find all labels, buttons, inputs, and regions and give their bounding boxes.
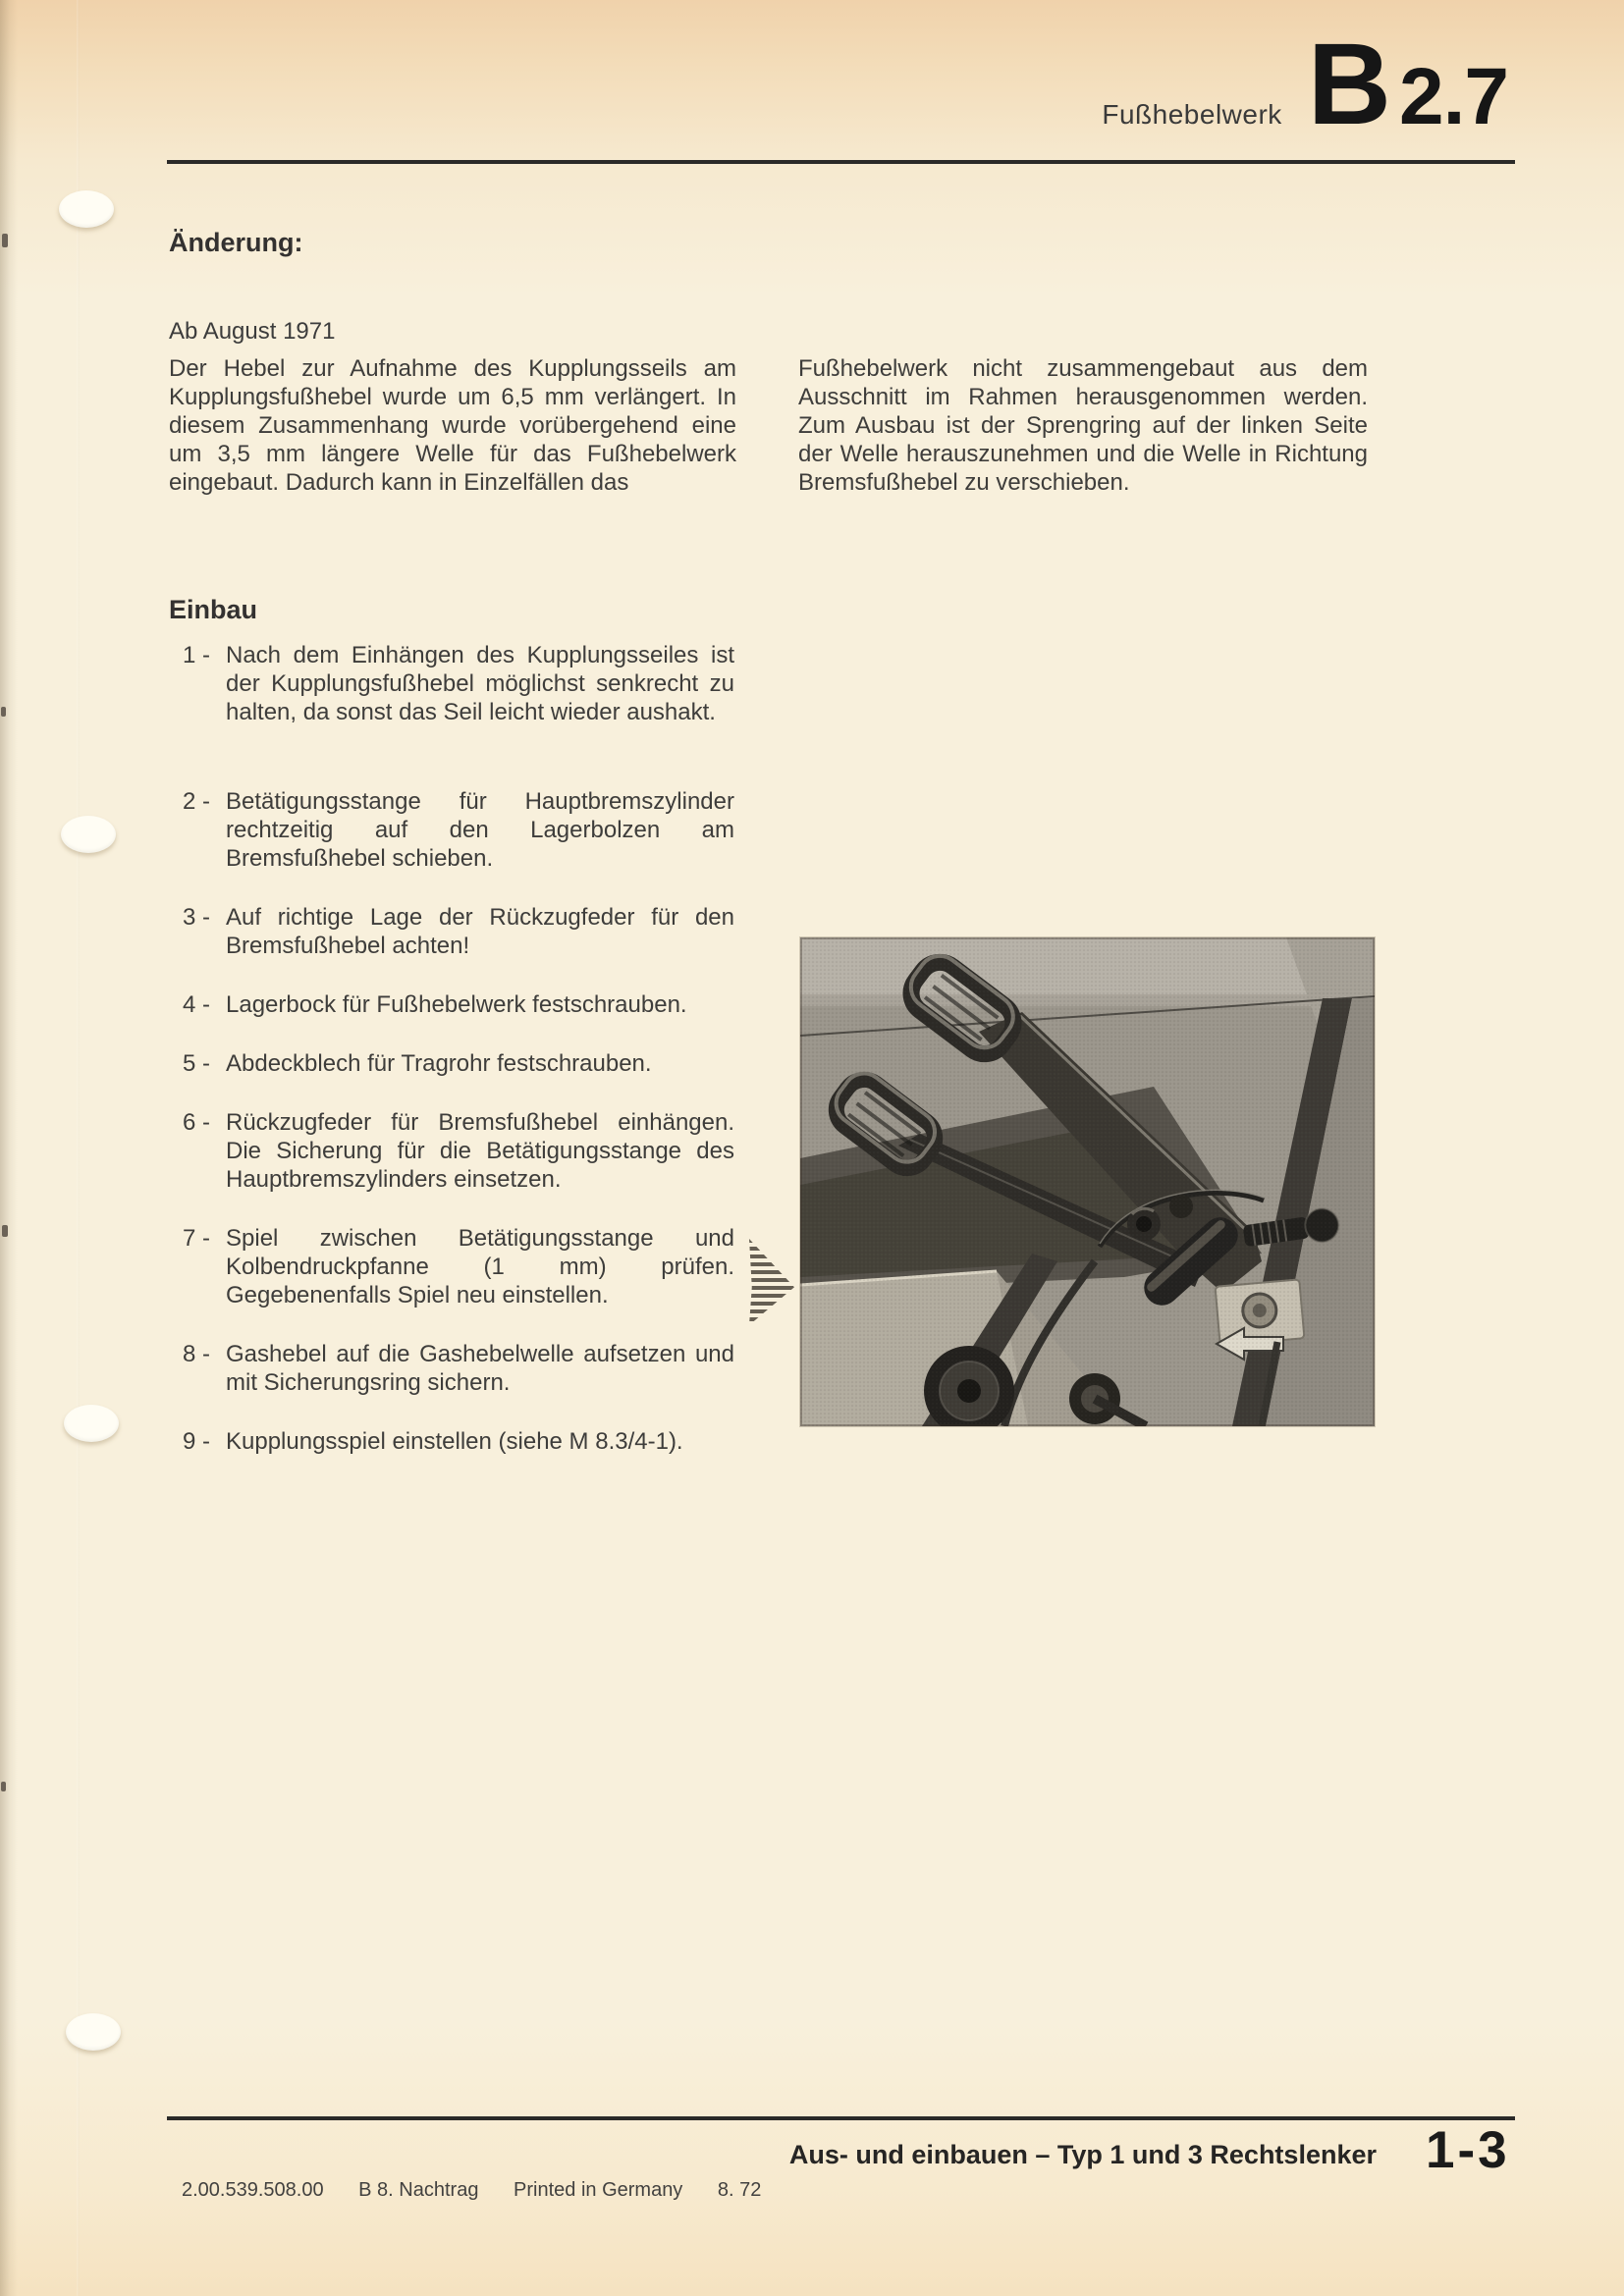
footer-page-number: 1-3 bbox=[1426, 2121, 1510, 2179]
change-paragraph-right: Fußhebelwerk nicht zusammengebaut aus dem Ausschnitt im Rahmen herausgenommen werden. Zum Ausbau ist der Sprengring auf der linken Seite der Welle herauszunehmen und die Welle in Richtung Bremsfußhebel zu verschieben. bbox=[798, 355, 1368, 496]
einbau-step bbox=[183, 641, 734, 726]
paper-crease bbox=[77, 0, 80, 2296]
step-number: 7 - bbox=[183, 1225, 211, 1252]
step-text: Nach dem Einhängen des Kupplungsseiles ist der Kupplungsfußhebel möglichst senkrecht zu halten, da sonst das Seil leicht wieder aushakt. bbox=[226, 642, 734, 725]
step-number: 2 - bbox=[183, 788, 211, 815]
step-number: 5 - bbox=[183, 1050, 211, 1077]
page-header bbox=[1102, 20, 1508, 149]
step-text: Betätigungsstange für Hauptbremszylinder rechtzeitig auf den Lagerbolzen am Bremsfußhebel schieben. bbox=[226, 788, 734, 872]
change-paragraph-left: Der Hebel zur Aufnahme des Kupplungsseils am Kupplungsfußhebel wurde um 6,5 mm verlängert. In diesem Zusammenhang wurde vorübergehend eine um 3,5 mm längere Welle für das Fußhebelwerk eingebaut. Dadurch kann in Einzelfällen das bbox=[169, 355, 736, 496]
punch-hole bbox=[61, 816, 116, 853]
scan-speck bbox=[2, 234, 8, 247]
einbau-step bbox=[183, 1108, 734, 1194]
footer-section-title: Aus- und einbauen – Typ 1 und 3 Rechtslenker bbox=[788, 2140, 1377, 2169]
einbau-step bbox=[183, 1340, 734, 1397]
pointer-arrow-marker bbox=[749, 1239, 794, 1325]
effective-date: Ab August 1971 bbox=[169, 318, 336, 345]
einbau-step bbox=[183, 1427, 734, 1456]
step-number: 8 - bbox=[183, 1341, 211, 1367]
einbau-step-list bbox=[183, 641, 734, 1486]
footer-rule bbox=[167, 2116, 1515, 2120]
einbau-step bbox=[183, 1224, 734, 1309]
pedal-assembly-photo bbox=[800, 937, 1375, 1426]
pedal-assembly-illustration bbox=[800, 937, 1375, 1426]
step-text: Spiel zwischen Betätigungsstange und Kolbendruckpfanne (1 mm) prüfen. Gegebenenfalls Spiel neu einstellen. bbox=[226, 1225, 734, 1308]
scan-speck bbox=[2, 1225, 8, 1237]
step-text: Abdeckblech für Tragrohr festschrauben. bbox=[226, 1050, 652, 1077]
change-heading: Änderung: bbox=[169, 228, 303, 257]
step-text: Auf richtige Lage der Rückzugfeder für den Bremsfußhebel achten! bbox=[226, 904, 734, 959]
punch-hole bbox=[59, 190, 114, 228]
step-number: 4 - bbox=[183, 991, 211, 1018]
scan-left-edge bbox=[0, 0, 18, 2296]
einbau-step bbox=[183, 903, 734, 960]
section-label: Fußhebelwerk bbox=[1102, 99, 1282, 130]
scan-speck bbox=[1, 707, 6, 717]
einbau-heading: Einbau bbox=[169, 595, 258, 624]
step-number: 6 - bbox=[183, 1109, 211, 1136]
section-letter: B bbox=[1307, 20, 1389, 149]
step-number: 3 - bbox=[183, 904, 211, 931]
step-number: 9 - bbox=[183, 1428, 211, 1455]
scan-speck bbox=[1, 1782, 6, 1791]
step-text: Gashebel auf die Gashebelwelle aufsetzen und mit Sicherungsring sichern. bbox=[226, 1341, 734, 1396]
footer-imprint bbox=[182, 2179, 761, 2202]
punch-hole bbox=[64, 1405, 119, 1442]
imprint-printed-in: Printed in Germany bbox=[514, 2179, 683, 2201]
imprint-date-code: 8. 72 bbox=[717, 2179, 762, 2201]
imprint-part-number: 2.00.539.508.00 bbox=[182, 2179, 324, 2201]
einbau-step bbox=[183, 1049, 734, 1078]
einbau-step bbox=[183, 787, 734, 873]
header-rule bbox=[167, 160, 1515, 164]
imprint-supplement: B 8. Nachtrag bbox=[358, 2179, 479, 2201]
punch-hole bbox=[66, 2013, 121, 2051]
step-text: Lagerbock für Fußhebelwerk festschrauben. bbox=[226, 991, 687, 1018]
step-text: Rückzugfeder für Bremsfußhebel einhängen. Die Sicherung für die Betätigungsstange des Hauptbremszylinders einsetzen. bbox=[226, 1109, 734, 1193]
step-number: 1 - bbox=[183, 642, 211, 668]
section-code: 2.7 bbox=[1399, 52, 1508, 141]
step-text: Kupplungsspiel einstellen (siehe M 8.3/4-1). bbox=[226, 1428, 683, 1455]
einbau-step bbox=[183, 990, 734, 1019]
